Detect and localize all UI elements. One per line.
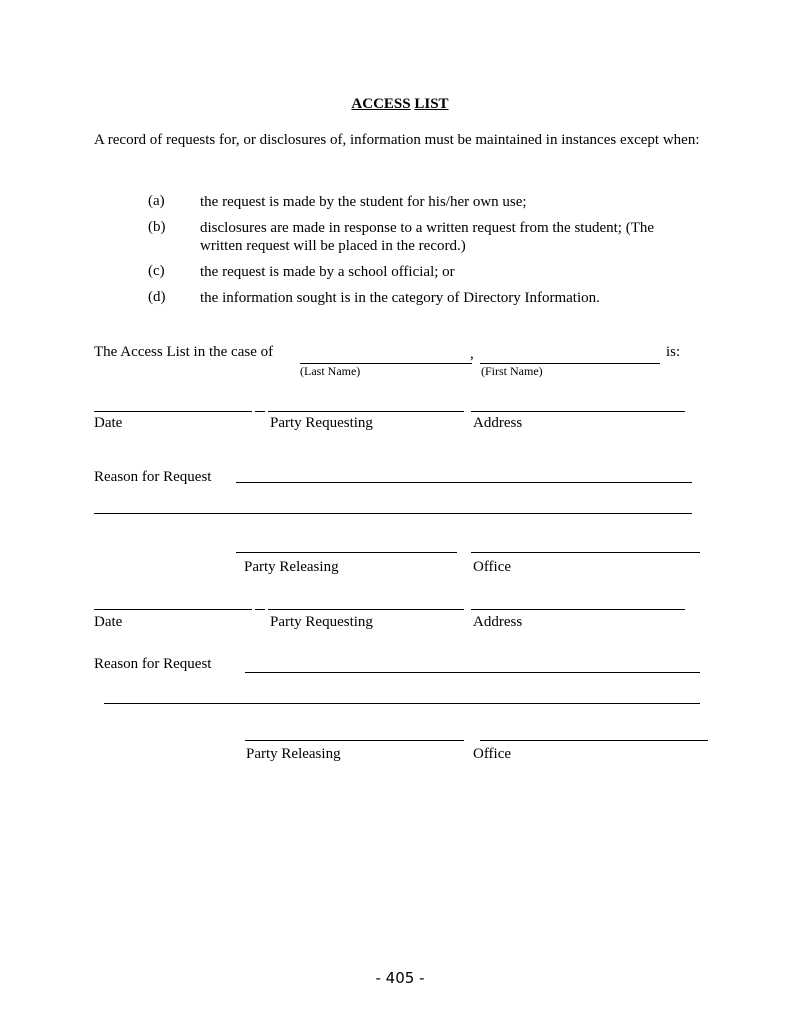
party-requesting-line[interactable]	[268, 411, 464, 412]
party-releasing-line[interactable]	[245, 740, 464, 741]
condition-text-d: the information sought is in the category of Directory Information.	[200, 290, 600, 306]
date-label: Date	[94, 415, 123, 431]
page-title	[0, 96, 800, 113]
party-releasing-label: Party Releasing	[246, 746, 341, 762]
reason-line-2[interactable]	[104, 703, 700, 704]
address-line[interactable]	[471, 411, 685, 412]
title-part-2: LIST	[414, 96, 449, 112]
condition-text-b: disclosures are made in response to a written request from the student; (The written request will be placed in the record.)	[200, 220, 655, 254]
date-label: Date	[94, 614, 123, 630]
party-requesting-label: Party Requesting	[270, 614, 373, 630]
office-line[interactable]	[480, 740, 708, 741]
reason-label: Reason for Request	[94, 656, 212, 672]
office-label: Office	[473, 559, 512, 575]
office-line[interactable]	[471, 552, 700, 553]
page-number: - 405 -	[375, 969, 425, 987]
last-name-label: (Last Name)	[300, 364, 361, 378]
reason-label: Reason for Request	[94, 469, 212, 485]
date-line[interactable]	[94, 411, 252, 412]
condition-letter-b: (b)	[148, 219, 166, 235]
party-requesting-label: Party Requesting	[270, 415, 373, 431]
reason-line-1[interactable]	[236, 482, 692, 483]
party-releasing-line[interactable]	[236, 552, 457, 553]
address-line[interactable]	[471, 609, 685, 610]
party-releasing-label: Party Releasing	[244, 559, 339, 575]
case-suffix: is:	[666, 344, 681, 360]
case-prefix: The Access List in the case of	[94, 344, 274, 360]
condition-letter-a: (a)	[148, 193, 165, 209]
reason-line-2[interactable]	[94, 513, 692, 514]
address-label: Address	[473, 614, 523, 630]
party-requesting-line[interactable]	[268, 609, 464, 610]
date-line[interactable]	[94, 609, 252, 610]
line-gap-segment	[255, 609, 265, 610]
reason-line-1[interactable]	[245, 672, 700, 673]
intro-paragraph: A record of requests for, or disclosures of, information must be maintained in instances except when:	[94, 132, 700, 148]
condition-letter-c: (c)	[148, 263, 165, 279]
line-gap-segment	[255, 411, 265, 412]
title-part-1: ACCESS	[351, 96, 411, 112]
condition-text-a: the request is made by the student for his/her own use;	[200, 194, 527, 210]
office-label: Office	[473, 746, 512, 762]
first-name-label: (First Name)	[481, 364, 543, 378]
address-label: Address	[473, 415, 523, 431]
condition-letter-d: (d)	[148, 289, 166, 305]
case-comma: ,	[470, 346, 474, 362]
condition-text-c: the request is made by a school official; or	[200, 264, 455, 280]
